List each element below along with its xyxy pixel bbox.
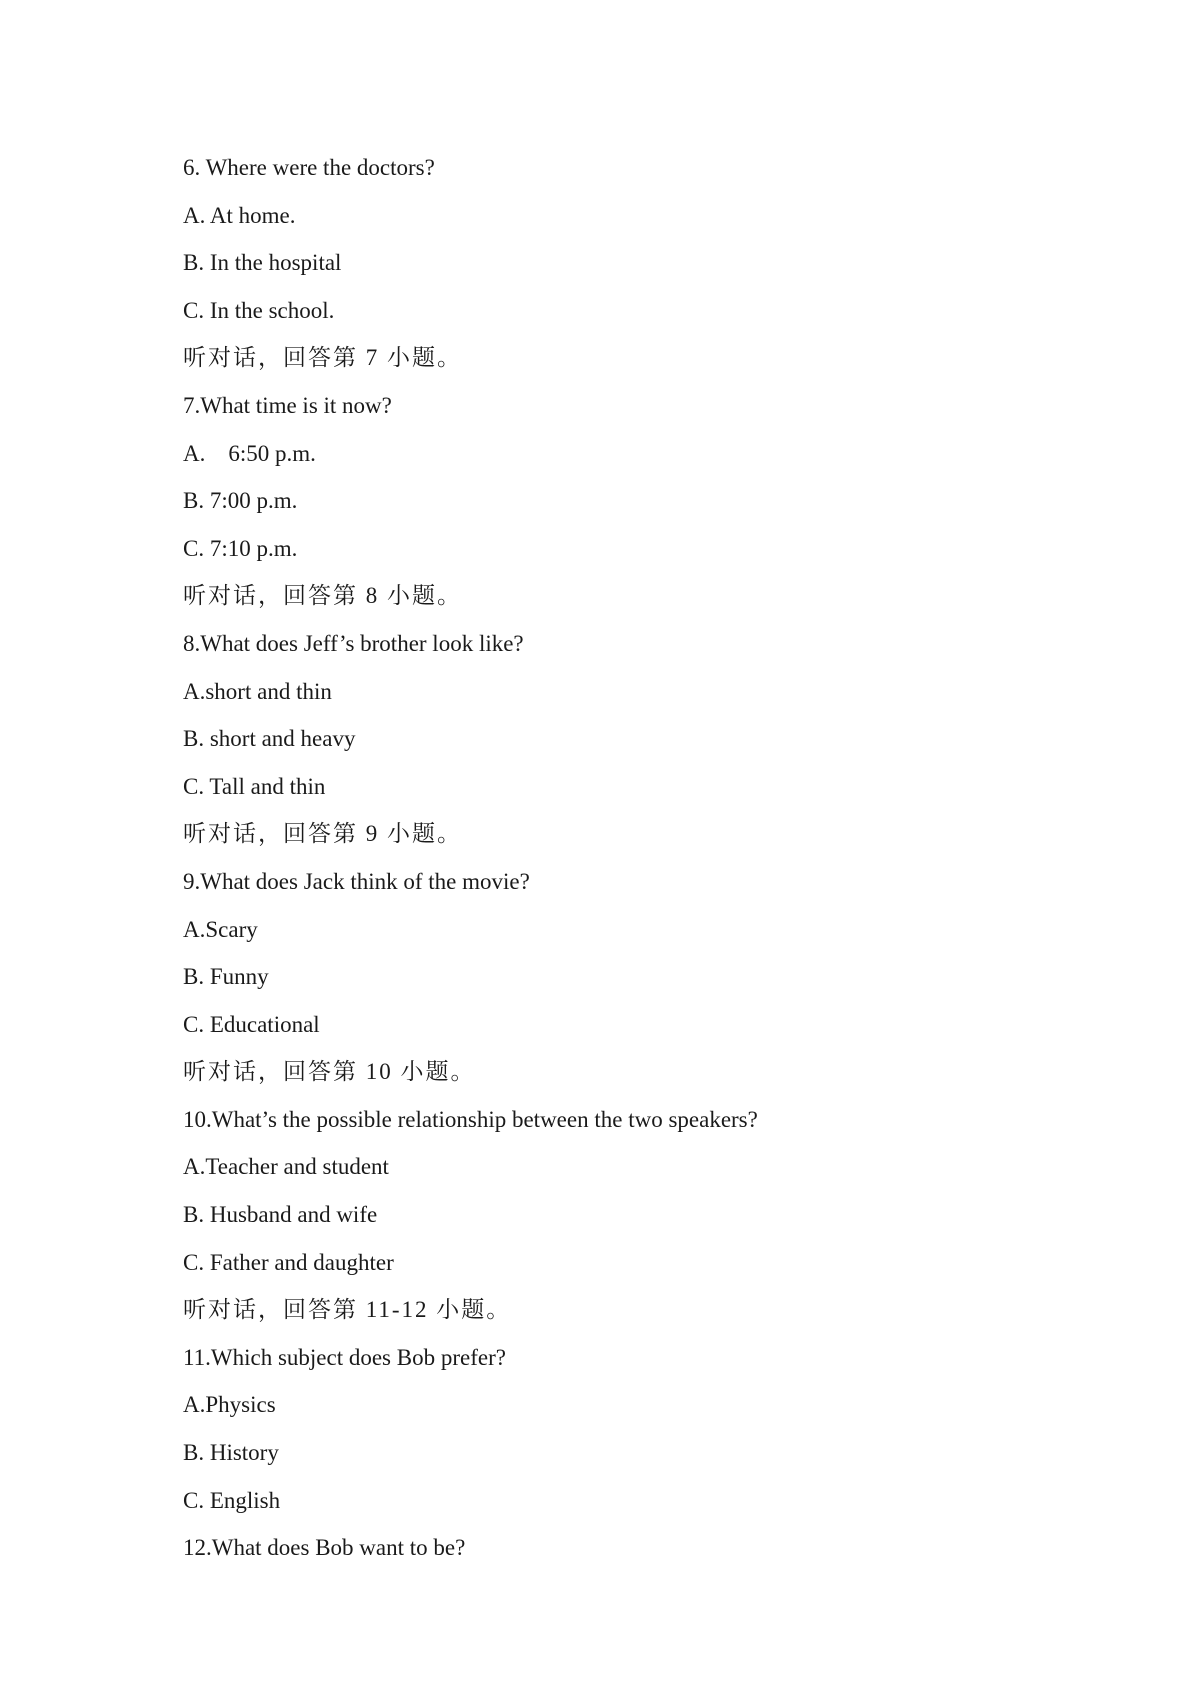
question-text: 8.What does Jeff’s brother look like? bbox=[183, 630, 524, 656]
answer-option: B. 7:00 p.m. bbox=[183, 488, 298, 514]
answer-option: B. short and heavy bbox=[183, 726, 356, 752]
answer-option: A.Physics bbox=[183, 1392, 276, 1418]
answer-option: B. Husband and wife bbox=[183, 1202, 378, 1228]
listening-instruction: 听对话，回答第 11-12 小题。 bbox=[183, 1297, 512, 1323]
answer-option: A.short and thin bbox=[183, 678, 332, 704]
answer-option: A. 6:50 p.m. bbox=[183, 440, 316, 466]
question-text: 6. Where were the doctors? bbox=[183, 155, 435, 180]
answer-option: B. Funny bbox=[183, 964, 269, 990]
question-text: 11.Which subject does Bob prefer? bbox=[183, 1344, 506, 1370]
listening-instruction: 听对话，回答第 8 小题。 bbox=[183, 583, 462, 609]
answer-option: C. English bbox=[183, 1487, 281, 1513]
answer-option: A.Teacher and student bbox=[183, 1154, 389, 1180]
question-text: 10.What’s the possible relationship between the two speakers? bbox=[183, 1106, 758, 1132]
question-text: 12.What does Bob want to be? bbox=[183, 1535, 466, 1561]
answer-option: C. Father and daughter bbox=[183, 1249, 394, 1275]
answer-option: C. Educational bbox=[183, 1011, 320, 1037]
answer-option: B. In the hospital bbox=[183, 250, 342, 276]
answer-option: A. At home. bbox=[183, 202, 296, 228]
answer-option: C. 7:10 p.m. bbox=[183, 535, 298, 561]
question-text: 9.What does Jack think of the movie? bbox=[183, 868, 530, 894]
question-text: 7.What time is it now? bbox=[183, 392, 392, 418]
answer-option: C. In the school. bbox=[183, 297, 335, 323]
answer-option: A.Scary bbox=[183, 916, 258, 942]
answer-option: B. History bbox=[183, 1440, 279, 1466]
listening-instruction: 听对话，回答第 7 小题。 bbox=[183, 345, 462, 371]
answer-option: C. Tall and thin bbox=[183, 773, 326, 799]
listening-instruction: 听对话，回答第 9 小题。 bbox=[183, 821, 462, 847]
listening-instruction: 听对话，回答第 10 小题。 bbox=[183, 1059, 476, 1085]
exam-page bbox=[183, 152, 1143, 1580]
